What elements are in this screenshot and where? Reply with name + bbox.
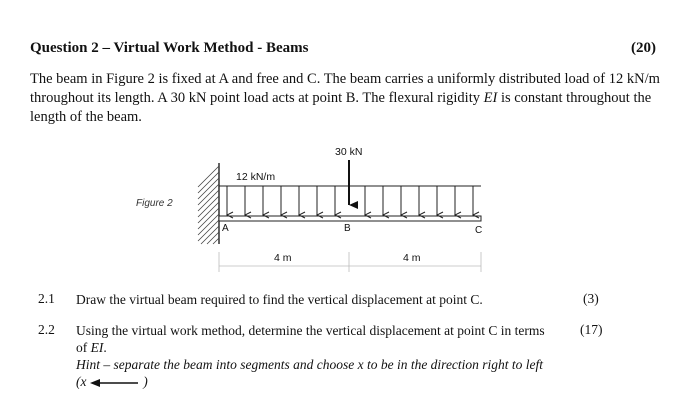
hint-text-1: Hint – separate the beam into segments and choose x to be in the direction right to left (x [76,357,544,389]
subquestion-marks: (3) [583,291,599,306]
left-arrow-icon [90,378,140,388]
hint-text [76,356,556,390]
beam [219,216,481,221]
dimension-lines [219,252,481,272]
point-a-label: A [222,223,229,234]
subquestion-number: 2.1 [38,291,55,306]
subquestion-text: Draw the virtual beam required to find the vertical displacement at point C. [76,292,483,307]
hint-close: ) [143,374,148,389]
subquestion-text-2: . [103,340,107,355]
question-title: Question 2 – Virtual Work Method - Beams [30,40,309,56]
point-load-label: 30 kN [335,146,363,158]
span-ab-label: 4 m [274,252,292,264]
fixed-support [198,163,219,244]
udl-label: 12 kN/m [236,171,276,183]
subquestion-marks: (17) [580,322,603,337]
subquestion-ei: EI [90,340,104,355]
subquestion-number: 2.2 [38,322,55,337]
point-b-label: B [344,223,351,234]
figure-caption: Figure 2 [136,198,173,209]
intro-ei: EI [483,90,498,106]
intro-text-1: The beam in Figure 2 is fixed at A and free and C. The beam carries a uniformly distributed load of 12 kN/m throughout its length. A 30 kN point load acts at point B. The flexural rigidity [30,71,660,106]
subquestion-text-1: Using the virtual work method, determine the vertical displacement at point C in terms of [76,323,545,355]
span-bc-label: 4 m [403,252,421,264]
point-c-label: C [475,225,483,236]
subquestion-text [76,322,546,356]
intro-text-2: is constant throughout the length of the beam. [30,90,652,125]
question-marks: (20) [631,40,656,56]
